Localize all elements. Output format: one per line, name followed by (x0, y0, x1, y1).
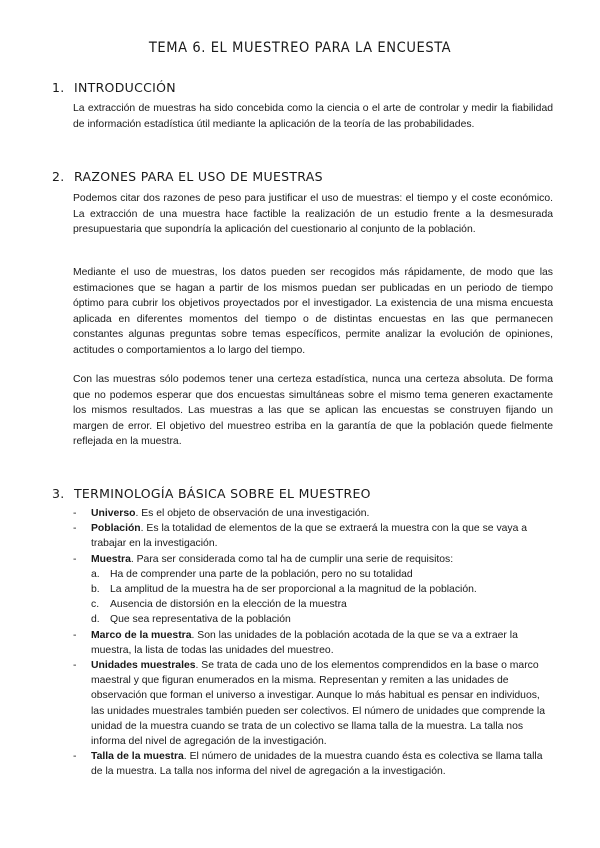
sublist-item (91, 597, 555, 612)
sublist-text: Ha de comprender una parte de la población, pero no su totalidad (110, 568, 413, 580)
definition: . El número de unidades de la muestra cuando ésta es colectiva se llama talla de la muestra. La talla nos informa del nivel de agregación a la investigación. (91, 751, 543, 778)
sublist-marker: a. (91, 568, 100, 580)
paragraph: Podemos citar dos razones de peso para justificar el uso de muestras: el tiempo y el coste económico. La extracción de una muestra hace factible la realización de un estudio frente a la desmesurada presupuestaria que supondría la aplicación del cuestionario al conjunto de la población. (73, 193, 553, 236)
paragraph: Con las muestras sólo podemos tener una certeza estadística, nunca una certeza absoluta. De forma que no podemos esperar que dos encuestas simultáneas sobre el mismo tema generen exactamente los mismos resultados. Las muestras a las que se aplican las encuestas se construyen fijando un margen de error. El objetivo del muestreo estriba en la garantía de que la población quede fielmente reflejada en la muestra. (73, 374, 553, 448)
section-number: 3. (52, 486, 65, 501)
section-heading-introduccion (52, 80, 176, 95)
sublist-text: Que sea representativa de la población (110, 614, 291, 626)
section-heading-razones (52, 169, 323, 184)
sublist-marker: d. (91, 614, 100, 626)
paragraph: La extracción de muestras ha sido concebida como la ciencia o el arte de controlar y medir la fiabilidad de información estadística útil mediante la aplicación de la teoría de las probabilidades. (73, 103, 553, 130)
sublist-item (91, 612, 555, 627)
document-title: TEMA 6. EL MUESTREO PARA LA ENCUESTA (148, 40, 452, 56)
sublist-item (91, 567, 555, 582)
section-title: TERMINOLOGÍA BÁSICA SOBRE EL MUESTREO (74, 486, 371, 501)
term: Población (91, 523, 141, 535)
definition: . Son las unidades de la población acotada de la que se va a extraer la muestra, la lista de todas las unidades del muestreo. (91, 629, 518, 656)
list-item (73, 628, 555, 658)
definition: . Para ser considerada como tal ha de cumplir una serie de requisitos: (130, 553, 454, 565)
list-item (73, 521, 555, 551)
section-number: 1. (52, 80, 65, 95)
definition: . Es el objeto de observación de una investigación. (135, 508, 370, 519)
paragraph: Mediante el uso de muestras, los datos pueden ser recogidos más rápidamente, de modo que las estimaciones que se hagan a partir de los mismos puedan ser publicadas en un periodo de tiempo óptimo para cubrir los objetivos proyectados por el investigador. La existencia de una misma encuesta aplicada en diferentes momentos del tiempo o de distintas encuestas en las que permanecen constantes algunas preguntas sobre temas específicos, permite analizar la evolución de opiniones, actitudes o comportamientos a lo largo del tiempo. (73, 267, 553, 356)
list-item (73, 658, 555, 749)
section-title: INTRODUCCIÓN (74, 80, 176, 95)
definition: . Se trata de cada uno de los elementos comprendidos en la base o marco maestral y que figuran enumerados en la misma. Representan y remiten a las unidades de observación que forman el universo a investigar. Aunque lo más habitual es pensar en individuos, las unidades muestrales también pueden ser colectivos. El número de unidades que comprende la unidad de la muestra cuando se trata de un colectivo se llama talla de la muestra. La talla nos informa del nivel de agregación de la investigación. (91, 660, 545, 748)
sublist-item (91, 582, 555, 597)
list-item (73, 552, 555, 628)
sublist-marker: b. (91, 584, 100, 596)
sublist-marker: c. (91, 599, 100, 611)
term: Unidades muestrales (91, 660, 196, 672)
term: Talla de la muestra (91, 751, 184, 763)
term: Muestra (91, 553, 131, 565)
list-item (73, 749, 555, 779)
sublist-text: Ausencia de distorsión en la elección de la muestra (110, 599, 347, 611)
requirements-sublist (91, 567, 555, 628)
list-item (73, 506, 555, 521)
section-number: 2. (52, 169, 65, 184)
section-heading-terminologia (52, 486, 371, 501)
terminology-list (73, 506, 555, 780)
sublist-text: La amplitud de la muestra ha de ser proporcional a la magnitud de la población. (110, 584, 477, 596)
term: Marco de la muestra (91, 629, 192, 641)
definition: . Es la totalidad de elementos de la que se extraerá la muestra con la que se vaya a trabajar en la investigación. (91, 523, 528, 550)
section-title: RAZONES PARA EL USO DE MUESTRAS (74, 169, 323, 184)
term: Universo (91, 508, 136, 519)
